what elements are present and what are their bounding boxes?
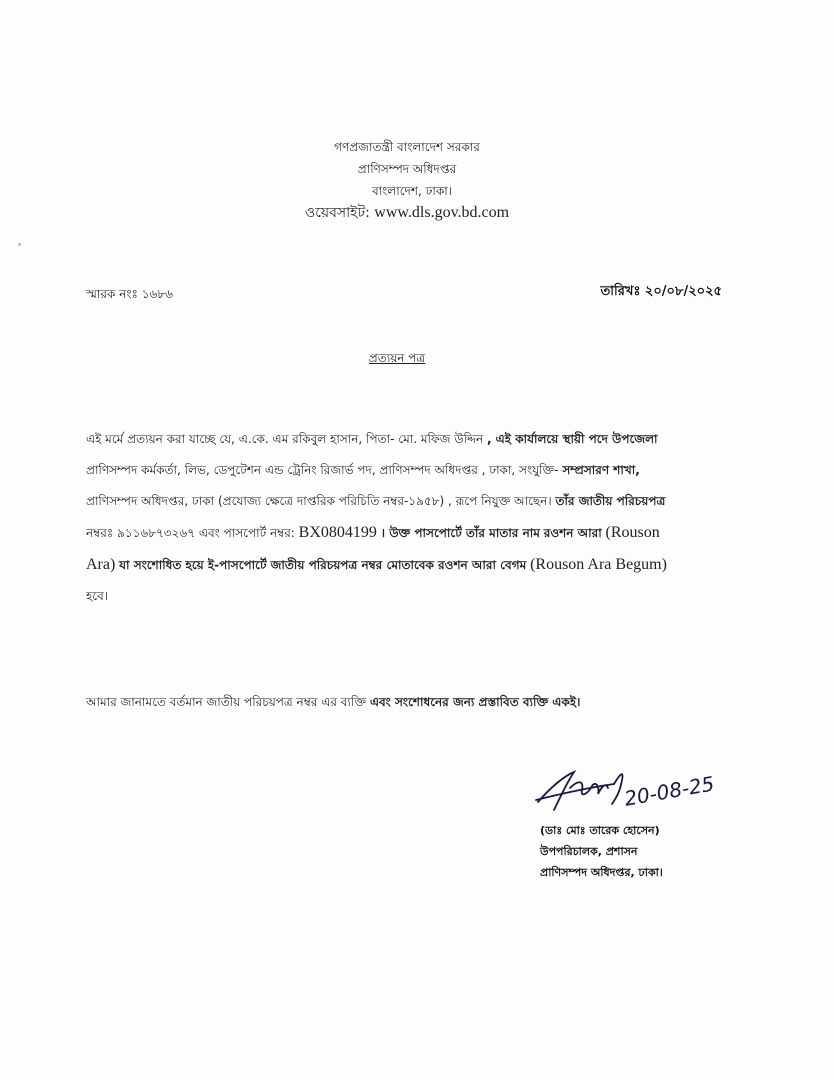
government-title: গণপ্রজাতন্ত্রী বাংলাদেশ সরকার xyxy=(334,140,480,154)
website-label: ওয়েবসাইট: xyxy=(304,205,370,221)
letterhead xyxy=(0,136,834,224)
conclusion-text-bold: এবং সংশোধনের জন্য প্রস্তাবিত ব্যক্তি একই। xyxy=(369,695,581,709)
subject-heading xyxy=(0,350,834,370)
body-line-3 xyxy=(86,486,746,517)
signer-office: প্রাণিসম্পদ অধিদপ্তর, ঢাকা। xyxy=(540,866,663,879)
body-line-1 xyxy=(86,424,746,455)
body-text-segment: প্রাণিসম্পদ কর্মকর্তা, লিভ, ডেপুটেশন এন্ড ট্রেনিং রিজার্ভ পদ, প্রাণিসম্পদ অধিদপ্তর , ঢাকা, সংযুক্তি- xyxy=(86,463,559,477)
body-line-2 xyxy=(86,455,746,486)
signer-designation: উপপরিচালক, প্রশাসন xyxy=(540,845,638,858)
body-line-6 xyxy=(86,581,746,612)
mother-name-en-end: Ara) xyxy=(86,556,116,573)
body-text-segment: এই মর্মে প্রত্যয়ন করা যাচ্ছে যে, এ.কে. এম রকিবুল হাসান, পিতা- মো. মফিজ উদ্দিন xyxy=(86,432,484,446)
memo-number: স্মারক নংঃ ১৬৮৬ xyxy=(86,287,173,301)
body-text-bold: সম্প্রসারণ শাখা, xyxy=(562,463,640,477)
passport-number: BX0804199 xyxy=(298,524,377,541)
body-line-4 xyxy=(86,517,746,549)
body-line-5 xyxy=(86,549,746,581)
body-text-bold: যা সংশোধিত হয়ে ই-পাসপোর্টে জাতীয় পরিচয়পত্র নম্বর মোতাবেক রওশন আরা বেগম xyxy=(119,558,527,572)
signature-date: 20-08-25 xyxy=(622,771,717,811)
corrected-name-en: (Rouson Ara Begum) xyxy=(530,556,667,573)
signer-block xyxy=(540,820,663,883)
certificate-body xyxy=(86,424,746,612)
website-url: www.dls.gov.bd.com xyxy=(374,204,510,221)
website-line xyxy=(0,202,834,224)
conclusion-statement xyxy=(86,694,580,714)
signature-stroke xyxy=(536,772,623,810)
body-text-segment: প্রাণিসম্পদ অধিদপ্তর, ঢাকা (প্রযোজ্য ক্ষেত্রে দাপ্তরিক পরিচিতি নম্বর-১৯৫৮) , রূপে নিযুক্ত আছেন। xyxy=(86,494,552,508)
body-text-segment: নম্বরঃ ৯১১৬৮৭৩২৬৭ এবং পাসপোর্ট নম্বর: xyxy=(86,526,295,540)
body-text-bold: । উক্ত পাসপোর্টে তাঁর মাতার নাম xyxy=(380,526,540,540)
letter-date: তারিখঃ ২০/০৮/২০২৫ xyxy=(600,284,722,299)
mother-name-en-start: (Rouson xyxy=(605,524,660,541)
scan-speck xyxy=(18,243,21,246)
body-text-bold: তাঁর জাতীয় পরিচয়পত্র xyxy=(555,494,666,508)
subject-text: প্রত্যয়ন পত্র xyxy=(368,351,426,365)
conclusion-text: আমার জানামতে বর্তমান জাতীয় পরিচয়পত্র নম্বর এর ব্যক্তি xyxy=(86,695,366,709)
body-text-bold: , এই কার্যালয়ে স্থায়ী পদে উপজেলা xyxy=(486,432,658,446)
mother-name-bn: রওশন আরা xyxy=(543,526,602,540)
department-address: বাংলাদেশ, ঢাকা। xyxy=(371,184,453,198)
handwritten-signature xyxy=(530,758,760,818)
signer-name: (ডাঃ মোঃ তারেক হোসেন) xyxy=(540,824,660,837)
body-text-segment: হবে। xyxy=(86,589,109,603)
department-name: প্রাণিসম্পদ অধিদপ্তর xyxy=(357,162,457,176)
